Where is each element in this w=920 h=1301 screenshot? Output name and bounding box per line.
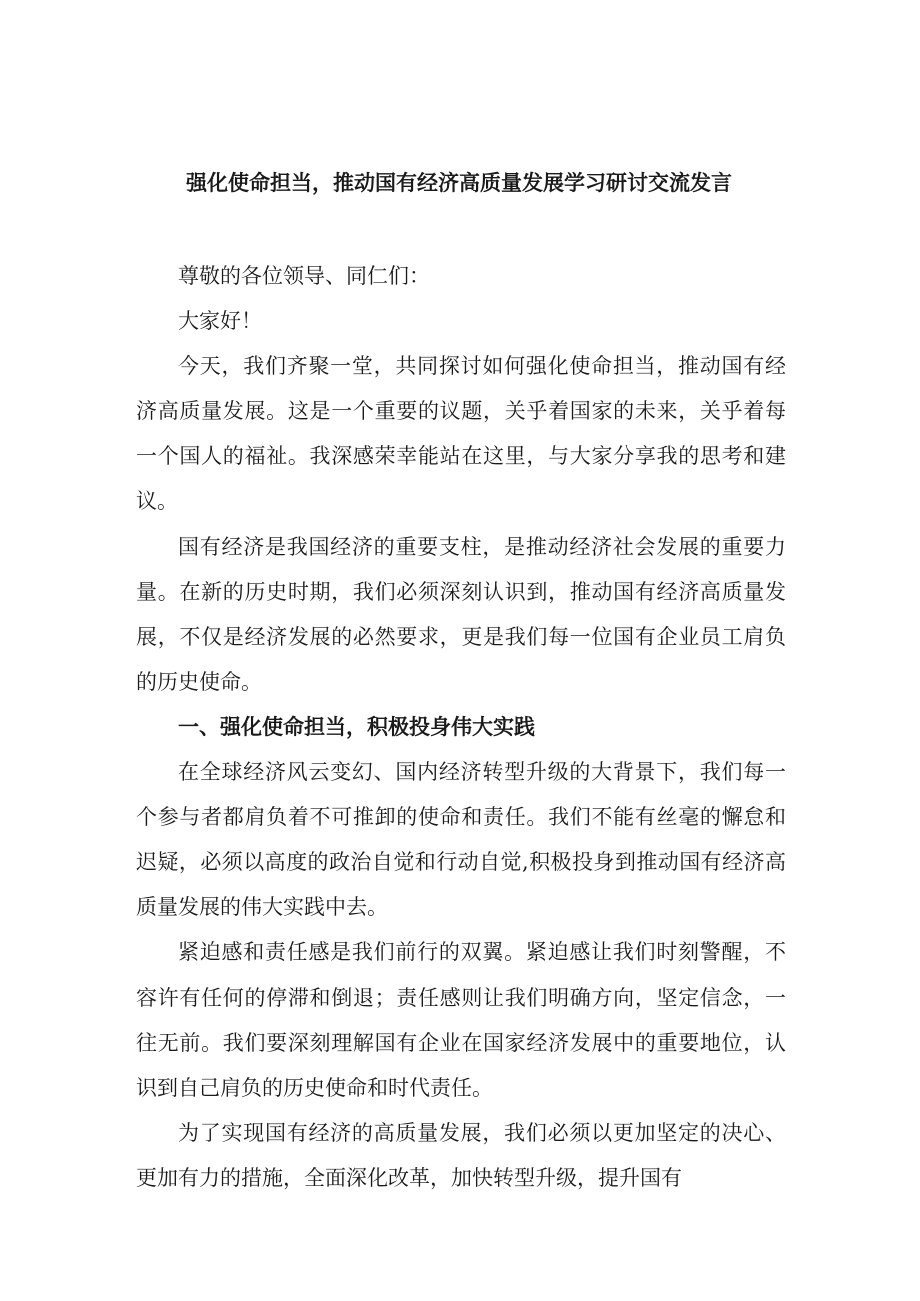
greeting: 大家好！ (178, 309, 262, 334)
document-body (136, 254, 786, 1201)
paragraph: 紧迫感和责任感是我们前行的双翼。紧迫感让我们时刻警醒，不容许有任何的停滞和倒退；责任感则让我们明确方向，坚定信念，一往无前。我们要深刻理解国有企业在国家经济发展中的重要地位，认识到自己肩负的历史使命和时代责任。 (136, 940, 786, 1100)
document-title: 强化使命担当，推动国有经济高质量发展学习研讨交流发言 (186, 171, 732, 195)
paragraph: 在全球经济风云变幻、国内经济转型升级的大背景下，我们每一个参与者都肩负着不可推卸的使命和责任。我们不能有丝毫的懈怠和迟疑，必须以高度的政治自觉和行动自觉,积极投身到推动国有经济高质量发展的伟大实践中去。 (136, 760, 786, 920)
paragraph: 今天，我们齐聚一堂，共同探讨如何强化使命担当，推动国有经济高质量发展。这是一个重要的议题，关乎着国家的未来，关乎着每一个国人的福祉。我深感荣幸能站在这里，与大家分享我的思考和建议。 (136, 354, 786, 514)
section-heading: 一、强化使命担当，积极投身伟大实践 (178, 714, 535, 739)
paragraph: 国有经济是我国经济的重要支柱，是推动经济社会发展的重要力量。在新的历史时期，我们必须深刻认识到，推动国有经济高质量发展，不仅是经济发展的必然要求，更是我们每一位国有企业员工肩负的历史使命。 (136, 534, 786, 694)
salutation: 尊敬的各位领导、同仁们： (178, 264, 430, 288)
paragraph: 为了实现国有经济的高质量发展，我们必须以更加坚定的决心、更加有力的措施，全面深化改革，加快转型升级，提升国有 (136, 1120, 786, 1190)
